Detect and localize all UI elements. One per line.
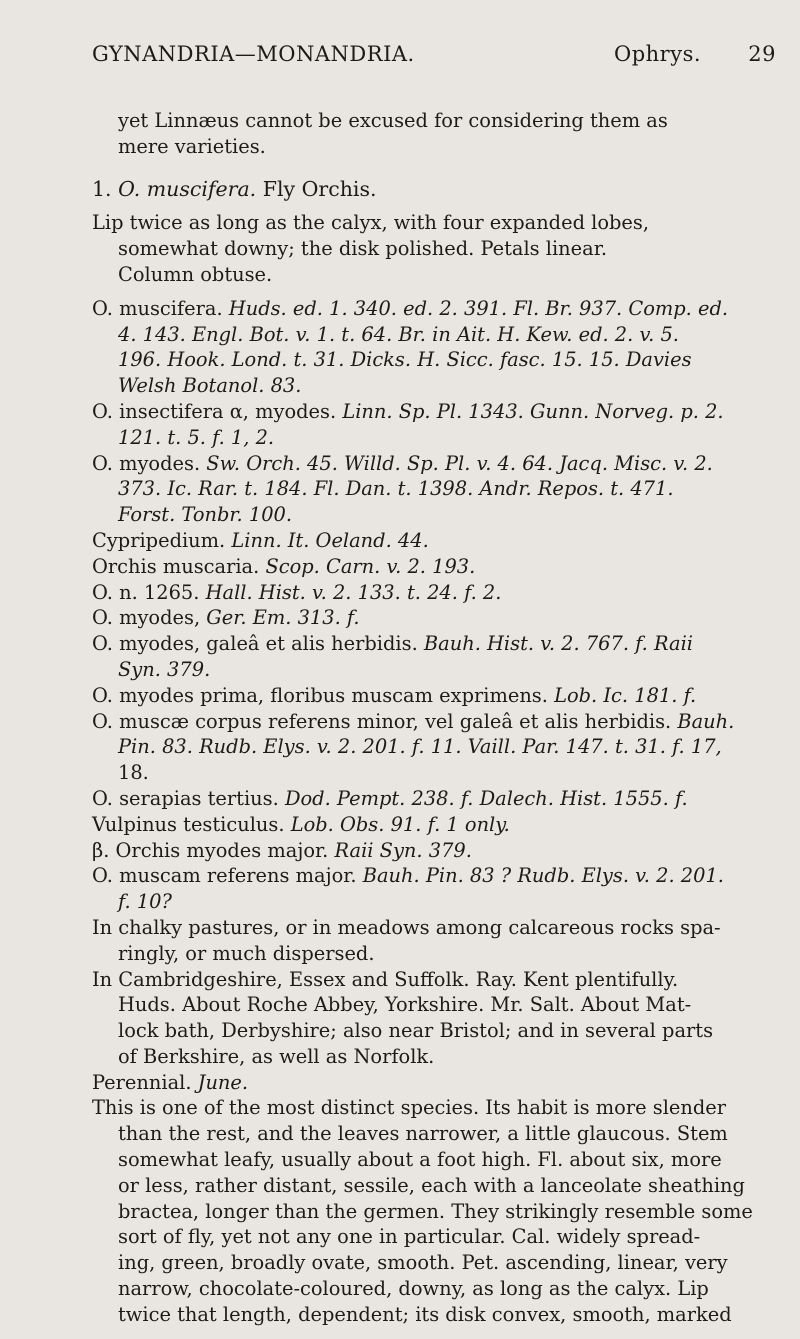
remark-line: than the rest, and the leaves narrower, a little glaucous. Stem	[118, 1122, 728, 1146]
habitat	[92, 915, 778, 967]
remark-line: bractea, longer than the germen. They strikingly resemble some	[118, 1199, 753, 1223]
synonym-line: O. muscæ corpus referens minor, vel galeâ et alis herbidis. Bauh.	[92, 709, 735, 733]
synonym-line: f. 10?	[118, 890, 172, 914]
synonymy-list	[92, 296, 778, 915]
synonym-line: O. serapias tertius. Dod. Pempt. 238. f. Dalech. Hist. 1555. f.	[92, 786, 688, 810]
synonym-line: O. myodes. Sw. Orch. 45. Willd. Sp. Pl. v. 4. 64. Jacq. Misc. v. 2.	[92, 451, 713, 475]
locality-line: Huds. About Roche Abbey, Yorkshire. Mr. Salt. About Mat-	[118, 993, 692, 1017]
synonym-line: Syn. 379.	[118, 657, 211, 681]
species-number: 1.	[92, 176, 112, 201]
header-genus: Ophrys.	[614, 42, 702, 66]
synonym-line: Welsh Botanol. 83.	[118, 374, 302, 398]
page-body	[92, 108, 778, 1328]
synonym-line: 196. Hook. Lond. t. 31. Dicks. H. Sicc. fasc. 15. 15. Davies	[118, 348, 692, 372]
species-latin-name: O. muscifera.	[118, 176, 257, 201]
duration-text: Perennial.	[92, 1070, 192, 1094]
intro-line: mere varieties.	[118, 134, 266, 158]
synonym-line: 121. t. 5. f. 1, 2.	[118, 425, 275, 449]
remark-line: This is one of the most distinct species. Its habit is more slender	[92, 1096, 727, 1120]
localities	[92, 967, 778, 1070]
habitat-line: In chalky pastures, or in meadows among calcareous rocks spa-	[92, 915, 721, 939]
duration	[92, 1070, 778, 1096]
description-line: somewhat downy; the disk polished. Petals linear.	[118, 237, 608, 261]
locality-line: In Cambridgeshire, Essex and Suffolk. Ray. Kent plentifully.	[92, 967, 679, 991]
synonym-line: Forst. Tonbr. 100.	[118, 503, 293, 527]
synonym-line: O. muscifera. Huds. ed. 1. 340. ed. 2. 391. Fl. Br. 937. Comp. ed.	[92, 296, 729, 320]
remark-line: narrow, chocolate-coloured, downy, as long as the calyx. Lip	[118, 1277, 709, 1301]
synonym-line: Vulpinus testiculus. Lob. Obs. 91. f. 1 only.	[92, 812, 510, 836]
remark-line: or less, rather distant, sessile, each with a lanceolate sheathing	[118, 1173, 745, 1197]
running-header	[92, 42, 776, 74]
remark-line: somewhat leafy, usually about a foot high. Fl. about six, more	[118, 1148, 722, 1172]
synonym-line: O. myodes prima, floribus muscam exprimens. Lob. Ic. 181. f.	[92, 683, 697, 707]
species-heading	[92, 177, 778, 203]
description-line: Column obtuse.	[118, 262, 273, 286]
synonym-line: O. myodes, Ger. Em. 313. f.	[92, 606, 360, 630]
synonym-line: Cypripedium. Linn. It. Oeland. 44.	[92, 528, 429, 552]
remark-line: ing, green, broadly ovate, smooth. Pet. ascending, linear, very	[118, 1251, 728, 1275]
synonym-line: Pin. 83. Rudb. Elys. v. 2. 201. f. 11. Vaill. Par. 147. t. 31. f. 17,	[118, 735, 722, 759]
synonym-line: O. muscam referens major. Bauh. Pin. 83 ? Rudb. Elys. v. 2. 201.	[92, 864, 724, 888]
synonym-line: O. myodes, galeâ et alis herbidis. Bauh. Hist. v. 2. 767. f. Raii	[92, 632, 694, 656]
habitat-line: ringly, or much dispersed.	[118, 941, 375, 965]
species-common-name: Fly Orchis.	[262, 176, 377, 201]
synonym-line: O. n. 1265. Hall. Hist. v. 2. 133. t. 24. f. 2.	[92, 580, 502, 604]
synonym-line: 373. Ic. Rar. t. 184. Fl. Dan. t. 1398. Andr. Repos. t. 471.	[118, 477, 674, 501]
header-title: GYNANDRIA—MONANDRIA.	[92, 42, 415, 66]
intro-line: yet Linnæus cannot be excused for considering them as	[118, 109, 668, 132]
locality-line: of Berkshire, as well as Norfolk.	[118, 1044, 435, 1068]
remarks	[92, 1095, 778, 1327]
description-line: Lip twice as long as the calyx, with four expanded lobes,	[92, 211, 650, 235]
synonym-line: O. insectifera α, myodes. Linn. Sp. Pl. 1343. Gunn. Norveg. p. 2.	[92, 399, 724, 423]
page-number: 29	[748, 42, 776, 66]
flowering-month: June.	[197, 1070, 249, 1094]
synonym-line: β. Orchis myodes major. Raii Syn. 379.	[92, 838, 472, 862]
synonym-line: 4. 143. Engl. Bot. v. 1. t. 64. Br. in Ait. H. Kew. ed. 2. v. 5.	[118, 322, 679, 346]
locality-line: lock bath, Derbyshire; also near Bristol; and in several parts	[118, 1019, 714, 1043]
synonym-line: 18.	[118, 761, 149, 785]
remark-line: twice that length, dependent; its disk convex, smooth, marked	[118, 1302, 732, 1326]
synonym-line: Orchis muscaria. Scop. Carn. v. 2. 193.	[92, 554, 476, 578]
remark-line: sort of fly, yet not any one in particular. Cal. widely spread-	[118, 1225, 701, 1249]
